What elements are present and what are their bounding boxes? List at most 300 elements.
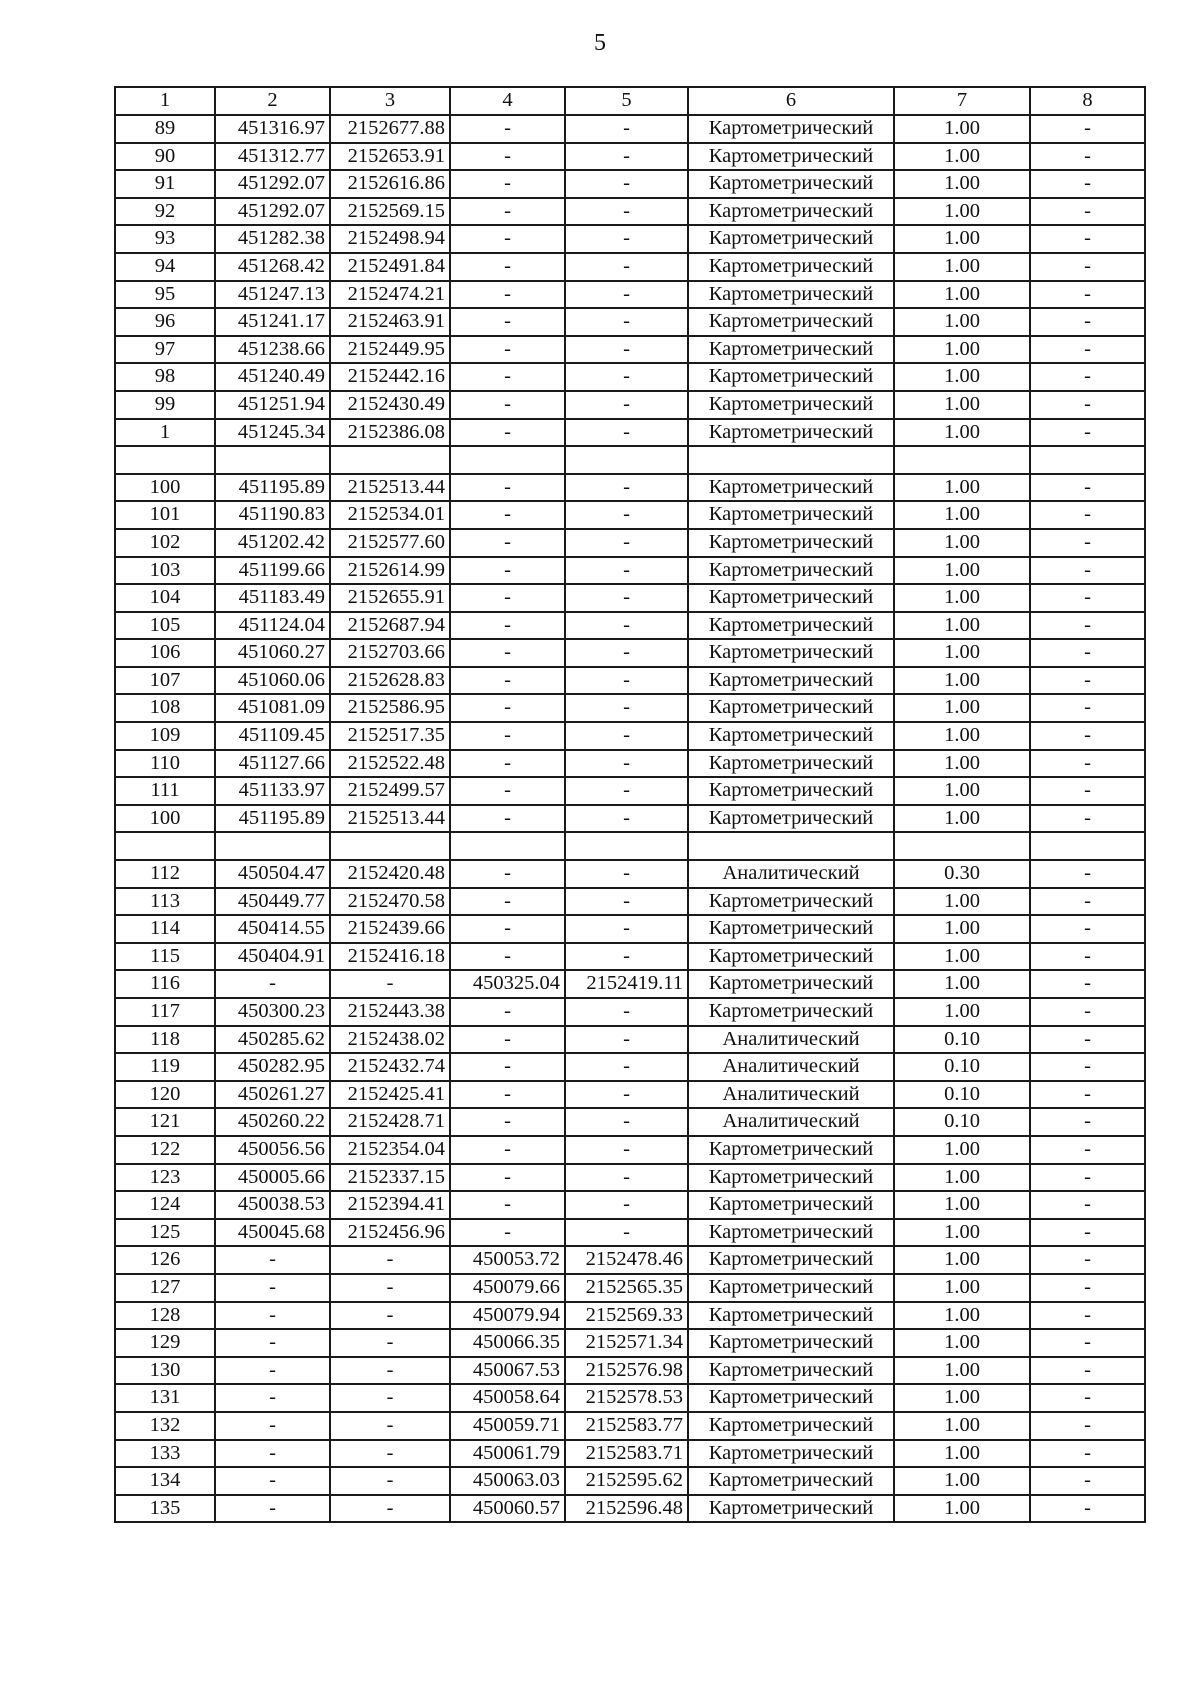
- column-header: 5: [565, 87, 688, 115]
- accuracy-cell: 1.00: [894, 501, 1030, 529]
- note-cell: -: [1030, 225, 1145, 253]
- y-new-cell: 2152569.33: [565, 1302, 688, 1330]
- accuracy-cell: 1.00: [894, 143, 1030, 171]
- y-new-cell: -: [565, 998, 688, 1026]
- table-row: [115, 1467, 1145, 1495]
- table-row: [115, 805, 1145, 833]
- note-cell: -: [1030, 694, 1145, 722]
- point-number-cell: 131: [115, 1384, 215, 1412]
- method-cell: Картометрический: [688, 915, 894, 943]
- note-cell: -: [1030, 1412, 1145, 1440]
- x-new-cell: 450079.94: [450, 1302, 565, 1330]
- x-new-cell: -: [450, 1219, 565, 1247]
- x-new-cell: -: [450, 915, 565, 943]
- y-new-cell: -: [565, 943, 688, 971]
- table-row: [115, 1164, 1145, 1192]
- accuracy-cell: 1.00: [894, 1164, 1030, 1192]
- note-cell: -: [1030, 419, 1145, 447]
- x-existing-cell: 451060.27: [215, 639, 330, 667]
- method-cell: Картометрический: [688, 1440, 894, 1468]
- note-cell: -: [1030, 888, 1145, 916]
- accuracy-cell: 1.00: [894, 639, 1030, 667]
- accuracy-cell: 1.00: [894, 1467, 1030, 1495]
- accuracy-cell: 1.00: [894, 391, 1030, 419]
- point-number-cell: 90: [115, 143, 215, 171]
- note-cell: -: [1030, 584, 1145, 612]
- point-number-cell: 98: [115, 363, 215, 391]
- method-cell: Картометрический: [688, 419, 894, 447]
- method-cell: Картометрический: [688, 501, 894, 529]
- point-number-cell: 128: [115, 1302, 215, 1330]
- y-existing-cell: 2152616.86: [330, 170, 450, 198]
- x-new-cell: -: [450, 170, 565, 198]
- x-existing-cell: -: [215, 1384, 330, 1412]
- accuracy-cell: 1.00: [894, 115, 1030, 143]
- x-new-cell: 450059.71: [450, 1412, 565, 1440]
- note-cell: -: [1030, 170, 1145, 198]
- method-cell: Картометрический: [688, 888, 894, 916]
- accuracy-cell: 1.00: [894, 1495, 1030, 1523]
- y-existing-cell: 2152442.16: [330, 363, 450, 391]
- y-existing-cell: 2152628.83: [330, 667, 450, 695]
- x-new-cell: -: [450, 501, 565, 529]
- x-existing-cell: 450260.22: [215, 1108, 330, 1136]
- y-existing-cell: -: [330, 1495, 450, 1523]
- y-existing-cell: 2152614.99: [330, 557, 450, 585]
- table-row: [115, 170, 1145, 198]
- y-new-cell: -: [565, 667, 688, 695]
- x-new-cell: -: [450, 943, 565, 971]
- x-existing-cell: 450261.27: [215, 1081, 330, 1109]
- x-new-cell: -: [450, 115, 565, 143]
- table-row: [115, 391, 1145, 419]
- point-number-cell: 94: [115, 253, 215, 281]
- accuracy-cell: [894, 832, 1030, 860]
- accuracy-cell: 1.00: [894, 1357, 1030, 1385]
- point-number-cell: 97: [115, 336, 215, 364]
- table-row: [115, 639, 1145, 667]
- x-new-cell: 450066.35: [450, 1329, 565, 1357]
- x-existing-cell: 451081.09: [215, 694, 330, 722]
- method-cell: Картометрический: [688, 612, 894, 640]
- x-new-cell: -: [450, 1136, 565, 1164]
- note-cell: -: [1030, 860, 1145, 888]
- x-existing-cell: 451241.17: [215, 308, 330, 336]
- note-cell: -: [1030, 805, 1145, 833]
- column-header: 4: [450, 87, 565, 115]
- note-cell: -: [1030, 1274, 1145, 1302]
- point-number-cell: 91: [115, 170, 215, 198]
- y-existing-cell: 2152677.88: [330, 115, 450, 143]
- table-row: [115, 1329, 1145, 1357]
- table-row: [115, 667, 1145, 695]
- x-existing-cell: -: [215, 1246, 330, 1274]
- note-cell: -: [1030, 915, 1145, 943]
- point-number-cell: 129: [115, 1329, 215, 1357]
- note-cell: -: [1030, 777, 1145, 805]
- y-new-cell: -: [565, 915, 688, 943]
- x-new-cell: -: [450, 639, 565, 667]
- method-cell: Картометрический: [688, 805, 894, 833]
- point-number-cell: 134: [115, 1467, 215, 1495]
- x-existing-cell: -: [215, 1467, 330, 1495]
- point-number-cell: 126: [115, 1246, 215, 1274]
- method-cell: Картометрический: [688, 750, 894, 778]
- column-header: 1: [115, 87, 215, 115]
- accuracy-cell: 1.00: [894, 1191, 1030, 1219]
- x-existing-cell: -: [215, 1302, 330, 1330]
- column-header: 6: [688, 87, 894, 115]
- y-existing-cell: -: [330, 1440, 450, 1468]
- method-cell: [688, 446, 894, 474]
- table-row: [115, 1440, 1145, 1468]
- accuracy-cell: 1.00: [894, 363, 1030, 391]
- note-cell: -: [1030, 281, 1145, 309]
- note-cell: -: [1030, 970, 1145, 998]
- x-existing-cell: 451199.66: [215, 557, 330, 585]
- method-cell: Картометрический: [688, 308, 894, 336]
- table-row: [115, 1108, 1145, 1136]
- x-new-cell: -: [450, 805, 565, 833]
- table-row: [115, 281, 1145, 309]
- y-new-cell: 2152576.98: [565, 1357, 688, 1385]
- method-cell: Картометрический: [688, 1357, 894, 1385]
- y-existing-cell: 2152687.94: [330, 612, 450, 640]
- table-row: [115, 1081, 1145, 1109]
- method-cell: Картометрический: [688, 1191, 894, 1219]
- method-cell: Картометрический: [688, 1302, 894, 1330]
- x-new-cell: -: [450, 363, 565, 391]
- point-number-cell: 117: [115, 998, 215, 1026]
- accuracy-cell: 1.00: [894, 667, 1030, 695]
- x-existing-cell: 451312.77: [215, 143, 330, 171]
- accuracy-cell: 1.00: [894, 198, 1030, 226]
- x-existing-cell: 451127.66: [215, 750, 330, 778]
- y-existing-cell: 2152513.44: [330, 474, 450, 502]
- y-existing-cell: 2152337.15: [330, 1164, 450, 1192]
- note-cell: -: [1030, 998, 1145, 1026]
- y-existing-cell: -: [330, 1467, 450, 1495]
- method-cell: Картометрический: [688, 557, 894, 585]
- y-new-cell: -: [565, 584, 688, 612]
- y-new-cell: -: [565, 1219, 688, 1247]
- accuracy-cell: 1.00: [894, 170, 1030, 198]
- x-new-cell: -: [450, 612, 565, 640]
- note-cell: -: [1030, 1302, 1145, 1330]
- y-new-cell: -: [565, 363, 688, 391]
- method-cell: Картометрический: [688, 529, 894, 557]
- y-new-cell: -: [565, 860, 688, 888]
- note-cell: -: [1030, 1329, 1145, 1357]
- table-row: [115, 777, 1145, 805]
- method-cell: Картометрический: [688, 584, 894, 612]
- point-number-cell: 109: [115, 722, 215, 750]
- y-existing-cell: 2152534.01: [330, 501, 450, 529]
- method-cell: Картометрический: [688, 170, 894, 198]
- y-new-cell: -: [565, 529, 688, 557]
- y-new-cell: -: [565, 777, 688, 805]
- point-number-cell: 133: [115, 1440, 215, 1468]
- method-cell: Картометрический: [688, 1412, 894, 1440]
- point-number-cell: 95: [115, 281, 215, 309]
- point-number-cell: 111: [115, 777, 215, 805]
- accuracy-cell: 1.00: [894, 1246, 1030, 1274]
- y-new-cell: 2152583.71: [565, 1440, 688, 1468]
- x-new-cell: -: [450, 722, 565, 750]
- table-row: [115, 998, 1145, 1026]
- table-row: [115, 750, 1145, 778]
- y-new-cell: [565, 446, 688, 474]
- y-existing-cell: 2152586.95: [330, 694, 450, 722]
- y-existing-cell: 2152456.96: [330, 1219, 450, 1247]
- y-new-cell: -: [565, 308, 688, 336]
- accuracy-cell: 0.10: [894, 1026, 1030, 1054]
- x-new-cell: -: [450, 777, 565, 805]
- point-number-cell: 100: [115, 474, 215, 502]
- point-number-cell: 92: [115, 198, 215, 226]
- table-row: [115, 198, 1145, 226]
- x-existing-cell: 450056.56: [215, 1136, 330, 1164]
- x-existing-cell: 450045.68: [215, 1219, 330, 1247]
- accuracy-cell: 1.00: [894, 1384, 1030, 1412]
- y-new-cell: 2152478.46: [565, 1246, 688, 1274]
- y-new-cell: -: [565, 1191, 688, 1219]
- y-existing-cell: 2152577.60: [330, 529, 450, 557]
- method-cell: Картометрический: [688, 1219, 894, 1247]
- point-number-cell: 110: [115, 750, 215, 778]
- x-new-cell: -: [450, 1053, 565, 1081]
- x-new-cell: -: [450, 198, 565, 226]
- x-new-cell: 450063.03: [450, 1467, 565, 1495]
- note-cell: -: [1030, 612, 1145, 640]
- note-cell: -: [1030, 253, 1145, 281]
- note-cell: -: [1030, 1495, 1145, 1523]
- point-number-cell: 102: [115, 529, 215, 557]
- coordinates-table: [114, 86, 1146, 1523]
- table-row: [115, 419, 1145, 447]
- point-number-cell: [115, 832, 215, 860]
- y-existing-cell: 2152394.41: [330, 1191, 450, 1219]
- point-number-cell: 112: [115, 860, 215, 888]
- y-existing-cell: 2152517.35: [330, 722, 450, 750]
- method-cell: Картометрический: [688, 1246, 894, 1274]
- accuracy-cell: 1.00: [894, 970, 1030, 998]
- y-new-cell: 2152571.34: [565, 1329, 688, 1357]
- method-cell: Картометрический: [688, 1136, 894, 1164]
- point-number-cell: 116: [115, 970, 215, 998]
- note-cell: -: [1030, 391, 1145, 419]
- x-new-cell: 450067.53: [450, 1357, 565, 1385]
- table-row: [115, 612, 1145, 640]
- x-existing-cell: 450285.62: [215, 1026, 330, 1054]
- x-new-cell: -: [450, 253, 565, 281]
- accuracy-cell: 1.00: [894, 474, 1030, 502]
- x-existing-cell: 451060.06: [215, 667, 330, 695]
- table-row: [115, 1384, 1145, 1412]
- y-existing-cell: 2152463.91: [330, 308, 450, 336]
- y-existing-cell: -: [330, 1302, 450, 1330]
- y-existing-cell: 2152513.44: [330, 805, 450, 833]
- note-cell: -: [1030, 198, 1145, 226]
- point-number-cell: 106: [115, 639, 215, 667]
- accuracy-cell: 1.00: [894, 557, 1030, 585]
- y-existing-cell: 2152499.57: [330, 777, 450, 805]
- method-cell: Картометрический: [688, 198, 894, 226]
- y-existing-cell: 2152491.84: [330, 253, 450, 281]
- x-new-cell: -: [450, 667, 565, 695]
- method-cell: Картометрический: [688, 970, 894, 998]
- x-new-cell: -: [450, 888, 565, 916]
- y-new-cell: 2152565.35: [565, 1274, 688, 1302]
- x-new-cell: -: [450, 1191, 565, 1219]
- table-row: [115, 1026, 1145, 1054]
- y-existing-cell: 2152470.58: [330, 888, 450, 916]
- method-cell: Картометрический: [688, 1384, 894, 1412]
- column-header: 7: [894, 87, 1030, 115]
- method-cell: Картометрический: [688, 943, 894, 971]
- note-cell: -: [1030, 143, 1145, 171]
- note-cell: [1030, 446, 1145, 474]
- y-existing-cell: -: [330, 1384, 450, 1412]
- x-new-cell: -: [450, 474, 565, 502]
- y-new-cell: -: [565, 1108, 688, 1136]
- x-new-cell: -: [450, 557, 565, 585]
- x-new-cell: 450060.57: [450, 1495, 565, 1523]
- point-number-cell: 1: [115, 419, 215, 447]
- method-cell: Картометрический: [688, 253, 894, 281]
- point-number-cell: 115: [115, 943, 215, 971]
- y-new-cell: -: [565, 419, 688, 447]
- method-cell: Аналитический: [688, 860, 894, 888]
- point-number-cell: 127: [115, 1274, 215, 1302]
- y-new-cell: 2152595.62: [565, 1467, 688, 1495]
- page-number: 5: [594, 30, 606, 56]
- point-number-cell: 99: [115, 391, 215, 419]
- x-existing-cell: 451247.13: [215, 281, 330, 309]
- x-new-cell: -: [450, 750, 565, 778]
- note-cell: -: [1030, 557, 1145, 585]
- method-cell: [688, 832, 894, 860]
- note-cell: -: [1030, 1191, 1145, 1219]
- table-row: [115, 1246, 1145, 1274]
- x-existing-cell: 451292.07: [215, 170, 330, 198]
- y-existing-cell: [330, 832, 450, 860]
- x-new-cell: -: [450, 860, 565, 888]
- y-new-cell: -: [565, 722, 688, 750]
- y-existing-cell: 2152386.08: [330, 419, 450, 447]
- point-number-cell: [115, 446, 215, 474]
- accuracy-cell: 1.00: [894, 612, 1030, 640]
- table-row: [115, 446, 1145, 474]
- method-cell: Картометрический: [688, 115, 894, 143]
- x-new-cell: -: [450, 584, 565, 612]
- note-cell: -: [1030, 1026, 1145, 1054]
- method-cell: Картометрический: [688, 694, 894, 722]
- y-new-cell: 2152583.77: [565, 1412, 688, 1440]
- x-new-cell: -: [450, 694, 565, 722]
- x-existing-cell: -: [215, 1274, 330, 1302]
- table-row: [115, 832, 1145, 860]
- y-new-cell: -: [565, 805, 688, 833]
- y-new-cell: -: [565, 1081, 688, 1109]
- x-existing-cell: 451133.97: [215, 777, 330, 805]
- point-number-cell: 125: [115, 1219, 215, 1247]
- y-existing-cell: 2152655.91: [330, 584, 450, 612]
- x-existing-cell: 451251.94: [215, 391, 330, 419]
- table-row: [115, 308, 1145, 336]
- y-new-cell: -: [565, 1026, 688, 1054]
- point-number-cell: 114: [115, 915, 215, 943]
- x-new-cell: -: [450, 1164, 565, 1192]
- accuracy-cell: 1.00: [894, 225, 1030, 253]
- accuracy-cell: 1.00: [894, 888, 1030, 916]
- table-body: [115, 87, 1145, 1522]
- y-existing-cell: 2152430.49: [330, 391, 450, 419]
- note-cell: -: [1030, 1357, 1145, 1385]
- x-new-cell: 450053.72: [450, 1246, 565, 1274]
- point-number-cell: 107: [115, 667, 215, 695]
- method-cell: Картометрический: [688, 143, 894, 171]
- y-existing-cell: 2152474.21: [330, 281, 450, 309]
- y-existing-cell: 2152428.71: [330, 1108, 450, 1136]
- method-cell: Аналитический: [688, 1081, 894, 1109]
- point-number-cell: 132: [115, 1412, 215, 1440]
- y-new-cell: -: [565, 501, 688, 529]
- accuracy-cell: 0.30: [894, 860, 1030, 888]
- method-cell: Картометрический: [688, 1495, 894, 1523]
- x-existing-cell: 451195.89: [215, 474, 330, 502]
- x-new-cell: -: [450, 391, 565, 419]
- table-row: [115, 557, 1145, 585]
- method-cell: Аналитический: [688, 1053, 894, 1081]
- y-new-cell: -: [565, 1164, 688, 1192]
- accuracy-cell: 1.00: [894, 694, 1030, 722]
- x-new-cell: -: [450, 1026, 565, 1054]
- y-new-cell: -: [565, 281, 688, 309]
- point-number-cell: 101: [115, 501, 215, 529]
- method-cell: Картометрический: [688, 363, 894, 391]
- y-new-cell: -: [565, 225, 688, 253]
- x-existing-cell: -: [215, 970, 330, 998]
- method-cell: Картометрический: [688, 777, 894, 805]
- table-row: [115, 860, 1145, 888]
- accuracy-cell: 1.00: [894, 1136, 1030, 1164]
- table-row: [115, 584, 1145, 612]
- method-cell: Картометрический: [688, 391, 894, 419]
- y-new-cell: -: [565, 557, 688, 585]
- point-number-cell: 124: [115, 1191, 215, 1219]
- column-header: 8: [1030, 87, 1145, 115]
- y-new-cell: -: [565, 694, 688, 722]
- x-new-cell: 450058.64: [450, 1384, 565, 1412]
- note-cell: -: [1030, 1053, 1145, 1081]
- table-row: [115, 363, 1145, 391]
- table-row: [115, 253, 1145, 281]
- table-row: [115, 115, 1145, 143]
- note-cell: -: [1030, 1108, 1145, 1136]
- point-number-cell: 135: [115, 1495, 215, 1523]
- method-cell: Картометрический: [688, 225, 894, 253]
- y-existing-cell: 2152420.48: [330, 860, 450, 888]
- point-number-cell: 103: [115, 557, 215, 585]
- y-existing-cell: 2152498.94: [330, 225, 450, 253]
- y-existing-cell: -: [330, 1357, 450, 1385]
- point-number-cell: 121: [115, 1108, 215, 1136]
- method-cell: Картометрический: [688, 722, 894, 750]
- method-cell: Картометрический: [688, 336, 894, 364]
- accuracy-cell: 1.00: [894, 336, 1030, 364]
- point-number-cell: 123: [115, 1164, 215, 1192]
